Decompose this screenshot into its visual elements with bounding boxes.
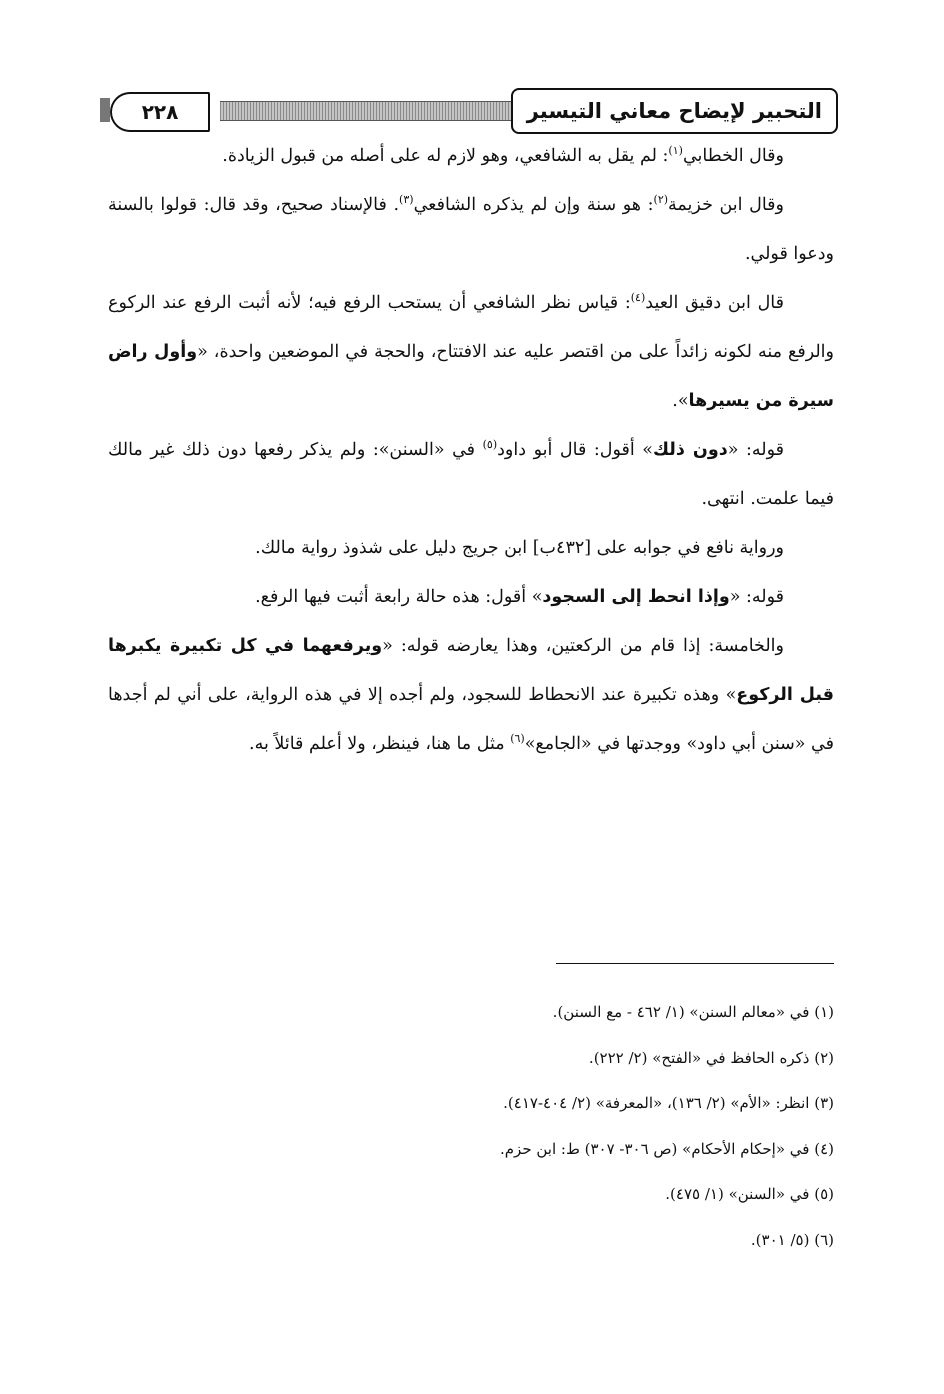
footnote-ref[interactable]: (٥) — [482, 438, 498, 452]
main-text — [108, 132, 834, 769]
footnote-ref[interactable]: (٢) — [653, 193, 669, 207]
paragraph-6 — [108, 573, 834, 622]
running-title: التحبير لإيضاح معاني التيسير — [526, 99, 822, 123]
footnote-ref[interactable]: (١) — [668, 144, 683, 158]
text-run: قوله: « — [727, 440, 785, 460]
page-number-box — [110, 92, 210, 132]
paragraph-5: ورواية نافع في جوابه على [٤٣٢ب] ابن جريج دليل على شذوذ رواية مالك. — [255, 538, 784, 558]
footnote-3: (٣) انظر: «الأم» (٢/ ١٣٦)، «المعرفة» (٢/ ٤٠٤-٤١٧). — [503, 1094, 834, 1112]
footnote-separator — [556, 963, 834, 964]
text-run: » وهذه تكبيرة عند الانحطاط للسجود، ولم أجده إلا في هذه الرواية، على أني لم أجدها في «سنن أبي داود» ووجدتها في «الجامع» — [108, 685, 834, 754]
text-run: والخامسة: إذا قام من الركعتين، وهذا يعارضه قوله: « — [382, 636, 784, 656]
text-run: . فالإسناد صحيح، وقد قال: قولوا بالسنة ودعوا قولي. — [108, 195, 834, 264]
page-header — [100, 88, 838, 132]
paragraph-4 — [108, 426, 834, 524]
text-run: مثل ما هنا، فينظر، ولا أعلم قائلاً به. — [249, 734, 511, 754]
footnote-6: (٦) (٥/ ٣٠١). — [750, 1230, 834, 1249]
paragraph-2 — [108, 181, 834, 279]
running-title-box — [511, 88, 838, 134]
footnote-4: (٤) في «إحكام الأحكام» (ص ٣٠٦- ٣٠٧) ط: ابن حزم. — [500, 1139, 834, 1158]
header-edge-mark — [100, 98, 110, 122]
bold-quote: ويرفعهما في كل تكبيرة يكبرها قبل الركوع — [108, 636, 834, 705]
footnote-5: (٥) في «السنن» (١/ ٤٧٥). — [665, 1185, 834, 1203]
text-run: : لم يقل به الشافعي، وهو لازم له على أصله من قبول الزيادة. — [222, 146, 669, 166]
text-run: ». — [672, 391, 689, 411]
text-run: : قياس نظر الشافعي أن يستحب الرفع فيه؛ لأنه أثبت الرفع عند الركوع والرفع منه لكونه زائداً على من اقتصر عليه عند الافتتاح، والحجة في الموضعين واحدة، « — [108, 293, 834, 362]
paragraph-1 — [108, 132, 834, 181]
footnote-2: (٢) ذكره الحافظ في «الفتح» (٢/ ٢٢٢). — [588, 1048, 834, 1067]
footnote-ref[interactable]: (٦) — [510, 732, 525, 746]
text-run: قوله: « — [729, 587, 784, 607]
text-run: : هو سنة وإن لم يذكره الشافعي — [413, 195, 654, 215]
footnote-ref[interactable]: (٣) — [399, 193, 414, 207]
bold-quote: وإذا انحط إلى السجود — [542, 587, 730, 607]
footnote-1: (١) في «معالم السنن» (١/ ٤٦٢ - مع السنن). — [552, 1003, 834, 1021]
text-run: » أقول: هذه حالة رابعة أثبت فيها الرفع. — [255, 587, 543, 607]
paragraph-7 — [108, 622, 834, 769]
bold-quote: دون ذلك — [653, 440, 728, 460]
paragraph-3 — [108, 279, 834, 426]
text-run: وقال الخطابي — [682, 146, 784, 166]
text-run: في «السنن»: ولم يذكر رفعها دون ذلك غير مالك فيما علمت. انتهى. — [108, 440, 834, 509]
bold-quote: وأول راض سيرة من يسيرها — [108, 342, 834, 411]
footnotes — [108, 990, 834, 1263]
text-run: » أقول: قال أبو داود — [497, 440, 653, 460]
page-number: ٢٢٨ — [141, 100, 179, 124]
text-run: وقال ابن خزيمة — [668, 195, 785, 215]
footnote-ref[interactable]: (٤) — [630, 291, 646, 305]
text-run: قال ابن دقيق العيد — [645, 293, 784, 313]
